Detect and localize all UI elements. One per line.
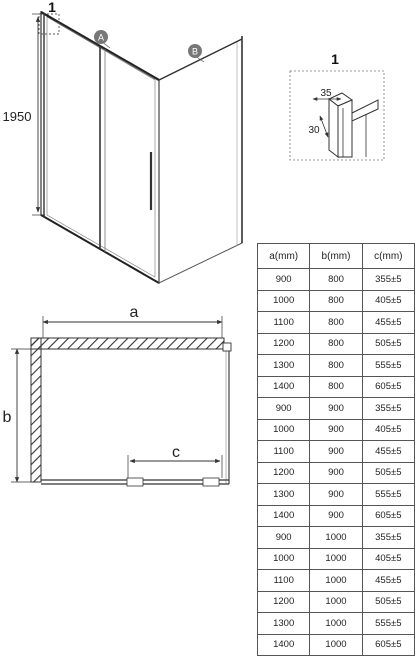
cell-b: 800	[310, 333, 362, 355]
table-row	[258, 548, 415, 570]
cell-c: 555±5	[362, 355, 414, 377]
cell-b: 1000	[310, 634, 362, 656]
cell-c: 505±5	[362, 591, 414, 613]
panel-b-badge-label: B	[191, 46, 199, 57]
cell-b: 1000	[310, 527, 362, 549]
table-row	[258, 613, 415, 635]
label-a: a	[129, 304, 139, 321]
cell-a: 1400	[258, 505, 310, 527]
cell-c: 455±5	[362, 441, 414, 463]
header-a: a(mm)	[258, 244, 310, 269]
table-row	[258, 269, 415, 291]
cell-a: 1400	[258, 634, 310, 656]
top-wall	[31, 338, 224, 349]
table-row	[258, 484, 415, 506]
cell-b: 1000	[310, 613, 362, 635]
cell-c: 555±5	[362, 484, 414, 506]
table-row	[258, 527, 415, 549]
cell-b: 800	[310, 355, 362, 377]
cell-c: 405±5	[362, 548, 414, 570]
cell-c: 455±5	[362, 570, 414, 592]
plan-view	[3, 304, 231, 486]
cell-b: 800	[310, 290, 362, 312]
table-row	[258, 355, 415, 377]
cell-a: 1000	[258, 419, 310, 441]
cell-c: 405±5	[362, 419, 414, 441]
corner-marker-label: 1	[48, 0, 56, 15]
cell-a: 1300	[258, 484, 310, 506]
table-row	[258, 398, 415, 420]
table-row	[258, 333, 415, 355]
cell-a: 1100	[258, 441, 310, 463]
cell-c: 355±5	[362, 269, 414, 291]
cell-b: 1000	[310, 548, 362, 570]
cell-a: 900	[258, 527, 310, 549]
cell-a: 1100	[258, 312, 310, 334]
cell-c: 355±5	[362, 527, 414, 549]
cell-c: 555±5	[362, 613, 414, 635]
cell-c: 405±5	[362, 290, 414, 312]
cell-c: 355±5	[362, 398, 414, 420]
side-panel-b	[159, 39, 242, 283]
table-row	[258, 570, 415, 592]
table-row	[258, 462, 415, 484]
cell-c: 605±5	[362, 505, 414, 527]
dimension-table	[257, 243, 415, 656]
cell-a: 1100	[258, 570, 310, 592]
cell-a: 1200	[258, 591, 310, 613]
profile-detail-view	[290, 51, 384, 160]
table-row	[258, 290, 415, 312]
detail-dim-35: 35	[320, 88, 332, 99]
table-row	[258, 591, 415, 613]
cell-a: 1300	[258, 613, 310, 635]
cell-c: 455±5	[362, 312, 414, 334]
label-c: c	[172, 444, 180, 461]
cell-b: 900	[310, 441, 362, 463]
cell-b: 900	[310, 462, 362, 484]
cell-b: 900	[310, 419, 362, 441]
detail-title: 1	[331, 51, 339, 67]
cell-b: 800	[310, 376, 362, 398]
table-row	[258, 441, 415, 463]
cell-a: 1000	[258, 548, 310, 570]
cell-a: 900	[258, 398, 310, 420]
table-row	[258, 419, 415, 441]
table-row	[258, 376, 415, 398]
cell-b: 800	[310, 269, 362, 291]
cell-c: 505±5	[362, 462, 414, 484]
cell-a: 1000	[258, 290, 310, 312]
header-b: b(mm)	[310, 244, 362, 269]
table-row	[258, 505, 415, 527]
cell-b: 900	[310, 398, 362, 420]
cell-c: 605±5	[362, 376, 414, 398]
cell-a: 1400	[258, 376, 310, 398]
height-dimension-label: 1950	[2, 109, 32, 124]
cell-a: 900	[258, 269, 310, 291]
front-panel-inner-frame	[47, 17, 155, 277]
detail-dim-30: 30	[308, 125, 320, 136]
cell-a: 1200	[258, 462, 310, 484]
table-row	[258, 634, 415, 656]
cell-a: 1300	[258, 355, 310, 377]
cell-b: 900	[310, 484, 362, 506]
cell-a: 1200	[258, 333, 310, 355]
cell-b: 800	[310, 312, 362, 334]
cell-b: 900	[310, 505, 362, 527]
cabin-perspective-view	[3, 0, 242, 283]
cell-c: 505±5	[362, 333, 414, 355]
panel-a-badge-label: A	[97, 32, 105, 43]
header-c: c(mm)	[362, 244, 414, 269]
label-b: b	[2, 409, 12, 426]
cell-b: 1000	[310, 591, 362, 613]
left-wall	[31, 338, 41, 482]
table-row	[258, 312, 415, 334]
cell-c: 605±5	[362, 634, 414, 656]
table-header-row	[258, 244, 415, 269]
cell-b: 1000	[310, 570, 362, 592]
